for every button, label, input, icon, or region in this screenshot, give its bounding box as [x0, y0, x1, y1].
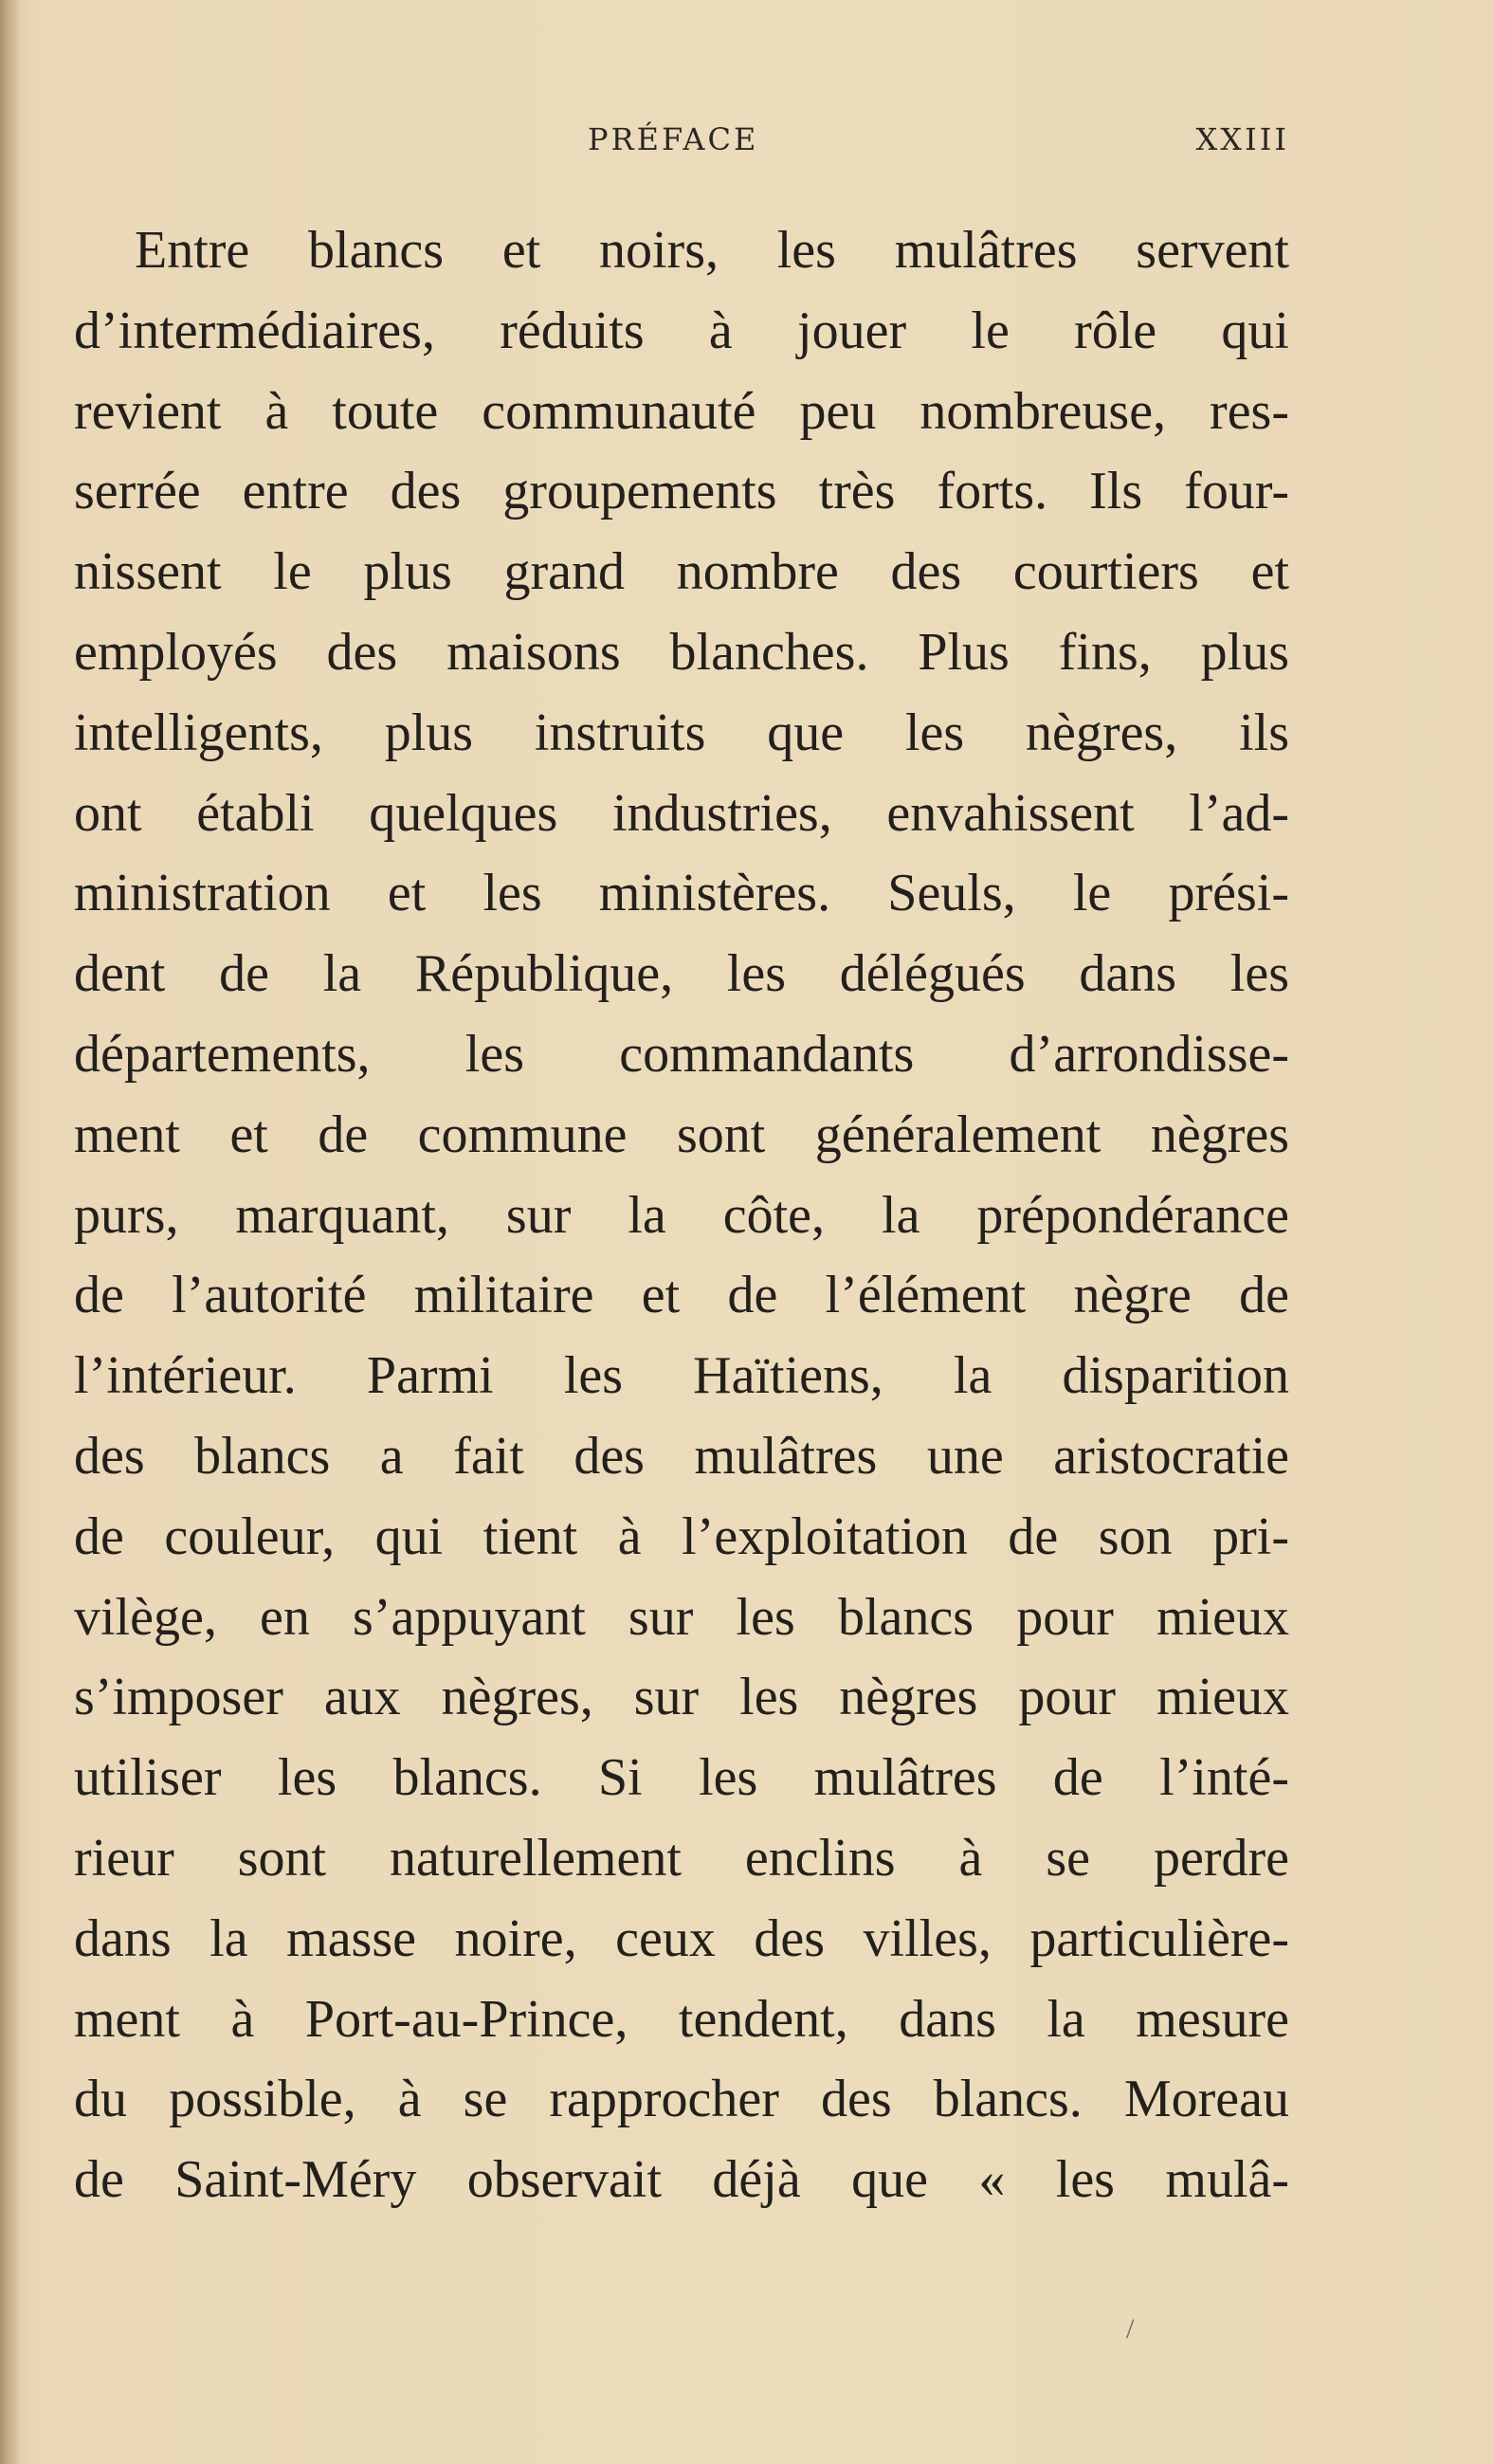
body-paragraph [74, 210, 1289, 2220]
text-line: d’intermédiaires, réduits à jouer le rôle qui [74, 301, 1289, 360]
text-line: Entre blancs et noirs, les mulâtres servent [135, 221, 1289, 280]
text-line: s’imposer aux nègres, sur les nègres pour mieux [74, 1668, 1289, 1727]
text-line: de Saint-Méry observait déjà que « les mulâ- [74, 2150, 1289, 2210]
spine-shadow [0, 0, 21, 2464]
text-line: l’intérieur. Parmi les Haïtiens, la disparition [74, 1346, 1289, 1406]
text-line: ment et de commune sont généralement nègres [74, 1104, 1289, 1164]
text-line: ministration et les ministères. Seuls, le prési- [74, 864, 1289, 923]
running-head [74, 121, 1289, 159]
text-line: ont établi quelques industries, envahissent l’ad- [74, 783, 1289, 843]
text-line: revient à toute communauté peu nombreuse, res- [74, 381, 1289, 441]
text-line: dent de la République, les délégués dans les [74, 944, 1289, 1004]
text-line: intelligents, plus instruits que les nègres, ils [74, 703, 1289, 762]
text-line: purs, marquant, sur la côte, la prépondérance [74, 1185, 1289, 1245]
footer-mark: / [1126, 2313, 1135, 2345]
text-line: ment à Port-au-Prince, tendent, dans la mesure [74, 1989, 1289, 2049]
text-line: employés des maisons blanches. Plus fins, plus [74, 622, 1289, 682]
text-line: des blancs a fait des mulâtres une aristocratie [74, 1426, 1289, 1486]
text-line: serrée entre des groupements très forts. Ils four- [74, 462, 1289, 521]
text-line: de l’autorité militaire et de l’élément nègre de [74, 1266, 1289, 1325]
text-line: départements, les commandants d’arrondisse- [74, 1024, 1289, 1084]
text-line: vilège, en s’appuyant sur les blancs pour mieux [74, 1587, 1289, 1647]
text-line: dans la masse noire, ceux des villes, particulière- [74, 1908, 1289, 1968]
running-title: PRÉFACE [588, 121, 759, 157]
text-line: utiliser les blancs. Si les mulâtres de l’inté- [74, 1748, 1289, 1808]
text-line: du possible, à se rapprocher des blancs. Moreau [74, 2070, 1289, 2129]
text-line: nissent le plus grand nombre des courtiers et [74, 542, 1289, 602]
page-number: XXIII [1195, 121, 1289, 157]
text-line: rieur sont naturellement enclins à se perdre [74, 1828, 1289, 1888]
text-line: de couleur, qui tient à l’exploitation de son pri- [74, 1506, 1289, 1566]
